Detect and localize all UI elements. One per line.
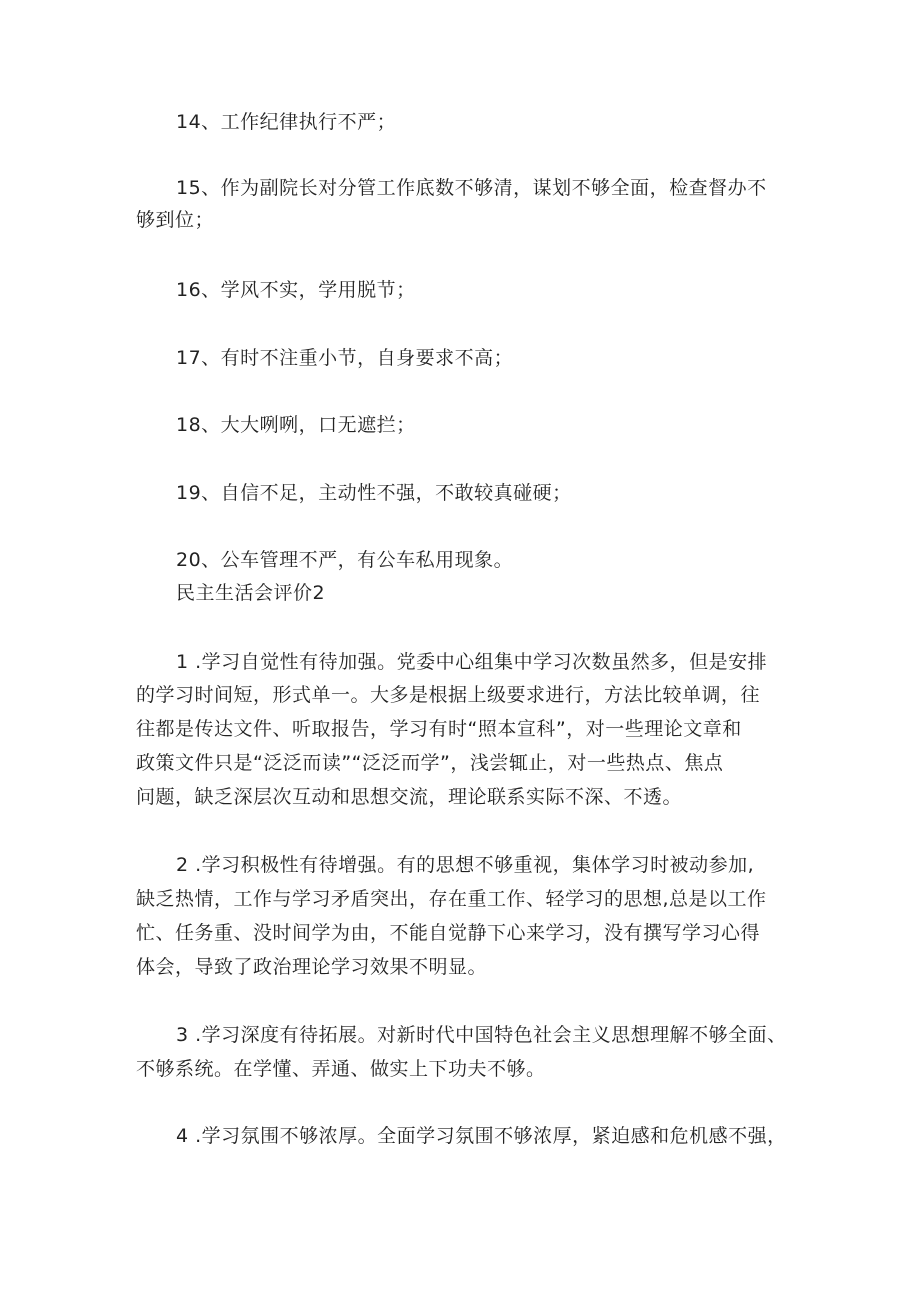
paragraph-2-line-2: 缺乏热情，工作与学习矛盾突出，存在重工作、轻学习的思想,总是以工作	[136, 888, 767, 910]
paragraph-1-line-1: 1 .学习自觉性有待加强。党委中心组集中学习次数虽然多，但是安排	[176, 651, 768, 673]
list-item-20: 20、公车管理不严，有公车私用现象。	[176, 549, 514, 571]
paragraph-3-line-2: 不够系统。在学懂、弄通、做实上下功夫不够。	[136, 1058, 546, 1080]
paragraph-2-line-4: 体会，导致了政治理论学习效果不明显。	[136, 956, 488, 978]
list-item-15-continued: 够到位；	[136, 209, 215, 231]
paragraph-4-line-1: 4 .学习氛围不够浓厚。全面学习氛围不够浓厚，紧迫感和危机感不强，	[176, 1125, 787, 1147]
paragraph-2-line-3: 忙、任务重、没时间学为由，不能自觉静下心来学习，没有撰写学习心得	[136, 922, 761, 944]
paragraph-1-line-2: 的学习时间短，形式单一。大多是根据上级要求进行，方法比较单调，往	[136, 684, 761, 706]
paragraph-3-line-1: 3 .学习深度有待拓展。对新时代中国特色社会主义思想理解不够全面、	[176, 1024, 787, 1046]
paragraph-1-line-3: 往都是传达文件、听取报告，学习有时“照本宣科”，对一些理论文章和	[136, 718, 742, 740]
list-item-18: 18、大大咧咧，口无遮拦；	[176, 414, 416, 436]
paragraph-1-line-4: 政策文件只是“泛泛而读”“泛泛而学”，浅尝辄止，对一些热点、焦点	[136, 752, 724, 774]
list-item-14: 14、工作纪律执行不严；	[176, 111, 397, 133]
list-item-16: 16、学风不实，学用脱节；	[176, 279, 416, 301]
list-item-17: 17、有时不注重小节，自身要求不高；	[176, 347, 514, 369]
paragraph-2-line-1: 2 .学习积极性有待增强。有的思想不够重视，集体学习时被动参加,	[176, 854, 755, 876]
section-title: 民主生活会评价2	[176, 582, 326, 604]
list-item-15: 15、作为副院长对分管工作底数不够清，谋划不够全面，检查督办不	[176, 177, 767, 199]
paragraph-1-line-5: 问题，缺乏深层次互动和思想交流，理论联系实际不深、不透。	[136, 786, 683, 808]
list-item-19: 19、自信不足，主动性不强，不敢较真碰硬；	[176, 482, 572, 504]
